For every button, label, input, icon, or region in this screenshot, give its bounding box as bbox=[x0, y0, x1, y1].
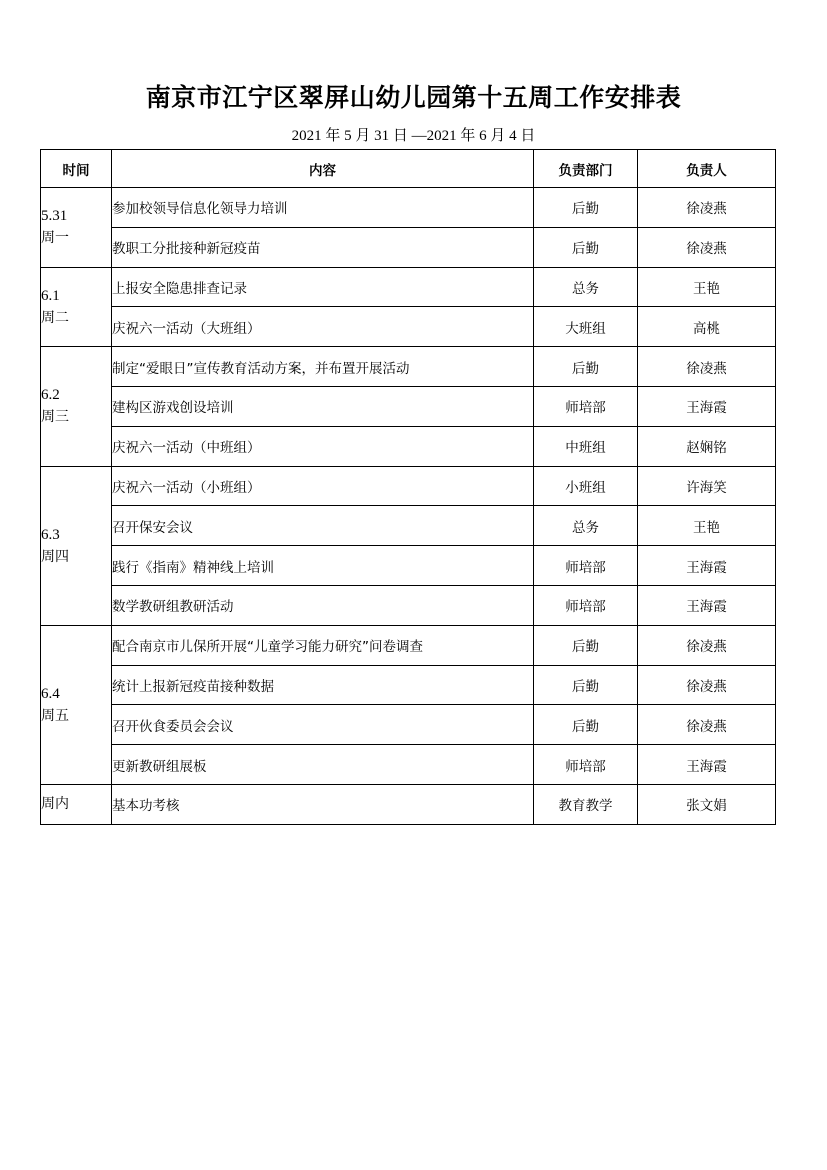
task-content: 上报安全隐患排查记录 bbox=[112, 267, 534, 307]
task-department: 师培部 bbox=[534, 745, 638, 785]
schedule-body bbox=[41, 188, 776, 825]
task-content: 制定“爱眼日”宣传教育活动方案，并布置开展活动 bbox=[112, 347, 534, 387]
day-cell bbox=[41, 625, 112, 784]
day-cell bbox=[41, 347, 112, 466]
task-person: 张文娟 bbox=[638, 784, 776, 824]
task-person: 王艳 bbox=[638, 506, 776, 546]
task-content: 统计上报新冠疫苗接种数据 bbox=[112, 665, 534, 705]
table-row bbox=[41, 585, 776, 625]
header-department: 负责部门 bbox=[534, 150, 638, 188]
day-date: 5.31 bbox=[41, 208, 68, 225]
table-row bbox=[41, 267, 776, 307]
task-department: 后勤 bbox=[534, 705, 638, 745]
table-row bbox=[41, 307, 776, 347]
page-title: 南京市江宁区翠屏山幼儿园第十五周工作安排表 bbox=[145, 83, 682, 112]
task-department: 师培部 bbox=[534, 585, 638, 625]
task-person: 许海笑 bbox=[638, 466, 776, 506]
day-weekday: 周三 bbox=[41, 409, 69, 426]
day-cell bbox=[41, 188, 112, 268]
task-department: 小班组 bbox=[534, 466, 638, 506]
task-content: 教职工分批接种新冠疫苗 bbox=[112, 227, 534, 267]
day-date: 6.3 bbox=[41, 526, 60, 543]
header-content: 内容 bbox=[112, 150, 534, 188]
day-weekday: 周五 bbox=[41, 707, 69, 724]
task-person: 王海霞 bbox=[638, 386, 776, 426]
task-content: 更新教研组展板 bbox=[112, 745, 534, 785]
task-content: 庆祝六一活动（小班组） bbox=[112, 466, 534, 506]
task-department: 后勤 bbox=[534, 347, 638, 387]
task-person: 徐凌燕 bbox=[638, 705, 776, 745]
task-person: 王艳 bbox=[638, 267, 776, 307]
schedule-table bbox=[40, 149, 776, 825]
task-department: 后勤 bbox=[534, 227, 638, 267]
task-content: 基本功考核 bbox=[112, 784, 534, 824]
task-content: 庆祝六一活动（中班组） bbox=[112, 426, 534, 466]
task-person: 徐凌燕 bbox=[638, 227, 776, 267]
task-content: 召开保安会议 bbox=[112, 506, 534, 546]
table-row bbox=[41, 546, 776, 586]
table-row bbox=[41, 665, 776, 705]
table-row bbox=[41, 625, 776, 665]
task-person: 徐凌燕 bbox=[638, 665, 776, 705]
table-row bbox=[41, 466, 776, 506]
task-department: 总务 bbox=[534, 267, 638, 307]
task-person: 徐凌燕 bbox=[638, 188, 776, 228]
day-cell bbox=[41, 784, 112, 824]
day-date: 6.4 bbox=[41, 685, 60, 702]
task-content: 庆祝六一活动（大班组） bbox=[112, 307, 534, 347]
task-content: 配合南京市儿保所开展“儿童学习能力研究”问卷调查 bbox=[112, 625, 534, 665]
task-department: 师培部 bbox=[534, 386, 638, 426]
task-department: 中班组 bbox=[534, 426, 638, 466]
task-person: 王海霞 bbox=[638, 585, 776, 625]
day-weekday: 周二 bbox=[41, 309, 69, 326]
task-person: 徐凌燕 bbox=[638, 625, 776, 665]
task-person: 赵娴铭 bbox=[638, 426, 776, 466]
table-row bbox=[41, 386, 776, 426]
day-cell bbox=[41, 466, 112, 625]
date-range: 2021 年 5 月 31 日 —2021 年 6 月 4 日 bbox=[291, 128, 536, 144]
header-person: 负责人 bbox=[638, 150, 776, 188]
day-date: 6.1 bbox=[41, 287, 60, 304]
table-row bbox=[41, 705, 776, 745]
task-department: 大班组 bbox=[534, 307, 638, 347]
task-person: 高桃 bbox=[638, 307, 776, 347]
task-person: 徐凌燕 bbox=[638, 347, 776, 387]
task-department: 教育教学 bbox=[534, 784, 638, 824]
table-row bbox=[41, 506, 776, 546]
day-cell bbox=[41, 267, 112, 347]
day-date: 6.2 bbox=[41, 387, 60, 404]
task-content: 践行《指南》精神线上培训 bbox=[112, 546, 534, 586]
table-row bbox=[41, 784, 776, 824]
task-department: 总务 bbox=[534, 506, 638, 546]
task-department: 师培部 bbox=[534, 546, 638, 586]
day-weekday: 周一 bbox=[41, 230, 69, 247]
table-row bbox=[41, 188, 776, 228]
day-weekday: 周四 bbox=[41, 548, 69, 565]
day-weekday: 周内 bbox=[41, 796, 69, 813]
task-content: 数学教研组教研活动 bbox=[112, 585, 534, 625]
table-row bbox=[41, 227, 776, 267]
table-header-row bbox=[41, 150, 776, 188]
task-department: 后勤 bbox=[534, 665, 638, 705]
task-department: 后勤 bbox=[534, 188, 638, 228]
task-person: 王海霞 bbox=[638, 546, 776, 586]
task-department: 后勤 bbox=[534, 625, 638, 665]
table-row bbox=[41, 426, 776, 466]
task-content: 召开伙食委员会会议 bbox=[112, 705, 534, 745]
table-row bbox=[41, 745, 776, 785]
task-person: 王海霞 bbox=[638, 745, 776, 785]
task-content: 参加校领导信息化领导力培训 bbox=[112, 188, 534, 228]
header-time: 时间 bbox=[41, 150, 112, 188]
table-row bbox=[41, 347, 776, 387]
task-content: 建构区游戏创设培训 bbox=[112, 386, 534, 426]
